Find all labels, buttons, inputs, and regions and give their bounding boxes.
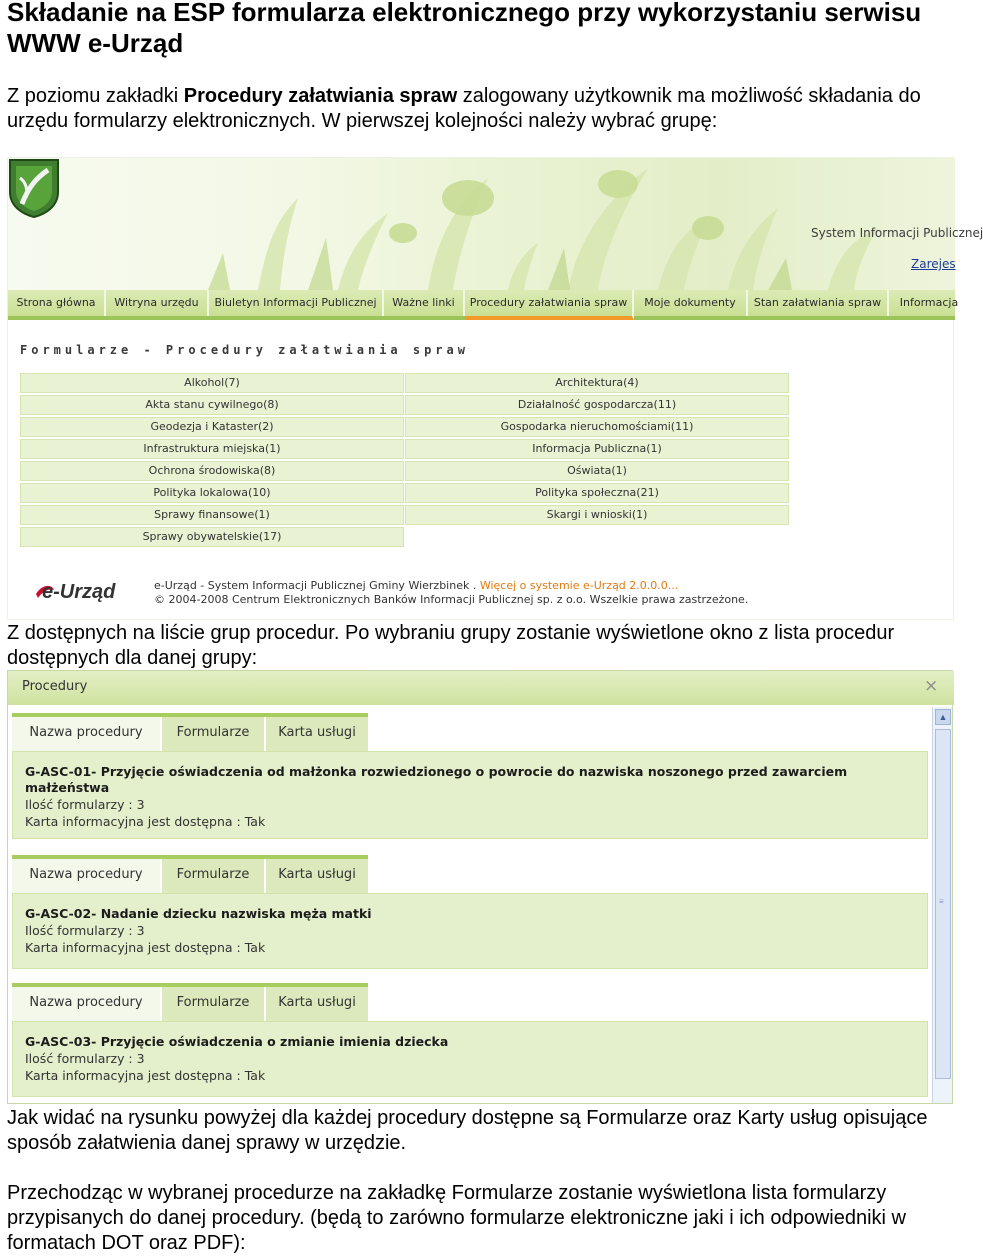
group-item[interactable]: Gospodarka nieruchomościami(11) <box>405 417 789 437</box>
footer-line-1: e-Urząd - System Informacji Publicznej Gminy Wierzbinek . <box>154 579 480 592</box>
tab-forms[interactable]: Formularze <box>162 859 264 893</box>
group-item[interactable]: Alkohol(7) <box>20 373 404 393</box>
group-item[interactable]: Skargi i wnioski(1) <box>405 505 789 525</box>
forms-count: Ilość formularzy : 3 <box>25 797 145 812</box>
footer-copyright: © 2004-2008 Centrum Elektronicznych Banków Informacji Publicznej sp. z o.o. Wszelkie prawa zastrzeżone. <box>154 593 749 606</box>
group-item[interactable]: Infrastruktura miejska(1) <box>20 439 404 459</box>
section-heading: Formularze - Procedury załatwiania spraw <box>20 343 469 357</box>
procedure-name: G-ASC-03- Przyjęcie oświadczenia o zmianie imienia dziecka <box>25 1034 449 1049</box>
portal-footer <box>154 579 748 607</box>
window-title: Procedury <box>22 679 88 694</box>
portal-system-name: System Informacji Publicznej <box>811 226 983 240</box>
nav-my-documents[interactable]: Moje dokumenty <box>634 290 748 316</box>
group-item[interactable]: Polityka społeczna(21) <box>405 483 789 503</box>
group-item[interactable]: Sprawy finansowe(1) <box>20 505 404 525</box>
footer-more-link[interactable]: Więcej o systemie e-Urząd 2.0.0.0... <box>479 579 679 592</box>
groups-right-column <box>405 373 789 527</box>
tab-service-card[interactable]: Karta usługi <box>266 987 368 1021</box>
info-card-available: Karta informacyjna jest dostępna : Tak <box>25 814 266 829</box>
nav-important-links[interactable]: Ważne linki <box>384 290 465 316</box>
paragraph-forms-cards: Jak widać na rysunku powyżej dla każdej procedury dostępne są Formularze oraz Karty usług opisujące sposób załatwienia danej sprawy w urzędzie. <box>7 1107 928 1154</box>
window-titlebar <box>8 671 954 705</box>
group-item[interactable]: Architektura(4) <box>405 373 789 393</box>
register-link[interactable]: Zarejes <box>911 257 956 271</box>
intro-paragraph <box>7 84 947 134</box>
intro-text-start: Z poziomu zakładki <box>7 85 184 107</box>
nav-bip[interactable]: Biuletyn Informacji Publicznej <box>209 290 384 316</box>
tab-procedure-name[interactable]: Nazwa procedury <box>12 987 160 1021</box>
paragraph-forms-list: Przechodząc w wybranej procedurze na zakładkę Formularze zostanie wyświetlona lista formularzy przypisanych do danej procedury. (będą to zarówno formularze elektroniczne jaki i ich odpowiedniki w formatach DOT oraz PDF): <box>7 1182 906 1254</box>
procedure-name: G-ASC-01- Przyjęcie oświadczenia od małżonka rozwiedzionego o powrocie do nazwiska noszonego przed zawarciem małżeństwa <box>25 764 848 795</box>
procedures-window <box>7 670 953 1104</box>
info-card-available: Karta informacyjna jest dostępna : Tak <box>25 1068 266 1083</box>
tab-procedure-name[interactable]: Nazwa procedury <box>12 859 160 893</box>
procedure-card[interactable] <box>12 751 928 839</box>
vertical-scrollbar[interactable] <box>932 707 952 1103</box>
info-card-available: Karta informacyjna jest dostępna : Tak <box>25 940 266 955</box>
banner-grass-decoration <box>8 158 955 290</box>
group-item[interactable]: Informacja Publiczna(1) <box>405 439 789 459</box>
procedure-name: G-ASC-02- Nadanie dziecku nazwiska męża matki <box>25 906 372 921</box>
group-item[interactable]: Polityka lokalowa(10) <box>20 483 404 503</box>
tab-procedure-name[interactable]: Nazwa procedury <box>12 717 160 751</box>
portal-banner <box>8 158 983 290</box>
nav-procedures[interactable]: Procedury załatwiania spraw <box>465 290 634 320</box>
procedure-card[interactable] <box>12 1021 928 1097</box>
nav-information[interactable]: Informacja <box>899 296 959 309</box>
tab-service-card[interactable]: Karta usługi <box>266 859 368 893</box>
tab-forms[interactable]: Formularze <box>162 987 264 1021</box>
tab-forms[interactable]: Formularze <box>162 717 264 751</box>
procedure-card[interactable] <box>12 893 928 969</box>
nav-home[interactable]: Strona główna <box>8 290 106 316</box>
forms-count: Ilość formularzy : 3 <box>25 923 145 938</box>
e-urzad-logo-icon <box>34 576 130 606</box>
intro-bold-tab-name: Procedury załatwiania spraw <box>183 85 458 107</box>
forms-count: Ilość formularzy : 3 <box>25 1051 145 1066</box>
scrollbar-thumb[interactable] <box>935 729 951 1079</box>
intro-text-end: zalogowany użytkownik ma możliwość składania do urzędu formularzy elektronicznych. W pierwszej kolejności należy wybrać grupę: <box>7 85 921 132</box>
portal-screenshot <box>7 157 983 620</box>
group-item[interactable]: Sprawy obywatelskie(17) <box>20 527 404 547</box>
close-icon[interactable]: × <box>924 676 939 696</box>
municipality-crest-icon <box>8 158 60 218</box>
group-item[interactable]: Ochrona środowiska(8) <box>20 461 404 481</box>
group-item[interactable]: Geodezja i Kataster(2) <box>20 417 404 437</box>
portal-navbar <box>8 290 959 320</box>
footer-logo-text: e-Urząd <box>42 581 116 603</box>
document-title: Składanie na ESP formularza elektronicznego przy wykorzystaniu serwisu WWW e-Urząd <box>7 0 922 58</box>
group-item[interactable]: Oświata(1) <box>405 461 789 481</box>
groups-left-column <box>20 373 404 549</box>
tab-service-card[interactable]: Karta usługi <box>266 717 368 751</box>
nav-office-site[interactable]: Witryna urzędu <box>106 290 209 316</box>
group-item[interactable]: Akta stanu cywilnego(8) <box>20 395 404 415</box>
group-item[interactable]: Działalność gospodarcza(11) <box>405 395 789 415</box>
scroll-up-icon[interactable]: ▲ <box>935 709 951 725</box>
scrollbar-grip-icon: ≡ <box>939 897 944 906</box>
paragraph-groups: Z dostępnych na liście grup procedur. Po wybraniu grupy zostanie wyświetlone okno z lista procedur dostępnych dla danej grupy: <box>7 622 895 669</box>
nav-case-status[interactable]: Stan załatwiania spraw <box>748 290 889 316</box>
